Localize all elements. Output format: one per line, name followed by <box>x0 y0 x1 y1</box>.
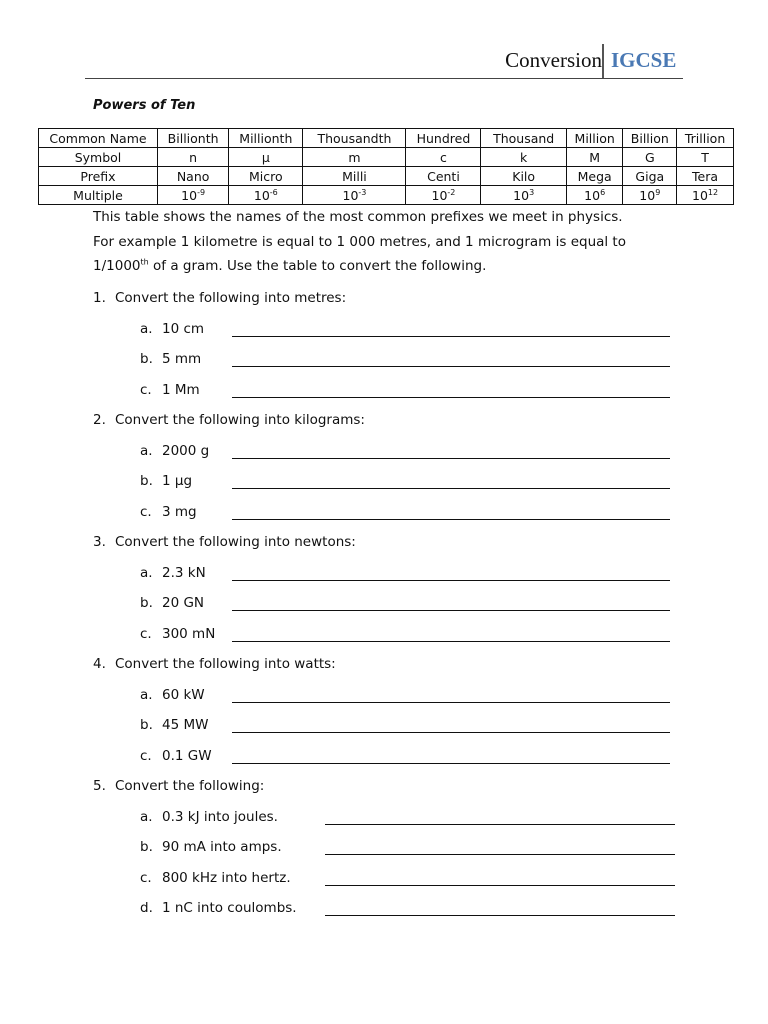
table-row-header: Multiple <box>39 186 158 205</box>
answer-line[interactable] <box>232 580 670 581</box>
table-cell: Hundred <box>406 129 481 148</box>
table-cell: $10^3$ <box>481 186 566 205</box>
table-row <box>39 186 734 205</box>
sub-question-text: 3 mg <box>162 503 197 520</box>
sub-question-text: 1 μg <box>162 473 193 489</box>
table-row <box>39 129 734 148</box>
sub-question-text: 20 GN <box>162 595 205 611</box>
table-cell: Millionth <box>229 129 303 148</box>
sub-question-text: 2000 g <box>162 442 210 459</box>
sub-question-text: 10 cm <box>162 320 205 337</box>
intro-line-3-pre: 1/1000 <box>93 258 141 274</box>
table-cell: c <box>406 148 481 167</box>
table-cell: Nano <box>158 167 229 186</box>
table-cell: Mega <box>566 167 623 186</box>
intro-line-1: This table shows the names of the most common prefixes we meet in physics. <box>93 209 623 225</box>
intro-line-3 <box>93 254 673 279</box>
sub-question <box>140 443 209 463</box>
sub-question-text: 5 mm <box>162 351 202 367</box>
answer-line[interactable] <box>232 336 670 337</box>
sub-question <box>140 900 297 920</box>
question-number: 4. <box>93 656 106 672</box>
question-text: Convert the following into metres: <box>115 290 347 306</box>
answer-line[interactable] <box>232 702 670 703</box>
sub-question <box>140 870 291 890</box>
question-number: 2. <box>93 412 106 428</box>
sub-question-text: 1 Mm <box>162 381 200 398</box>
sub-question-letter: b. <box>140 717 153 733</box>
answer-line[interactable] <box>325 885 675 886</box>
table-cell: T <box>677 148 734 167</box>
sub-question <box>140 321 204 341</box>
sub-question-text: 0.3 kJ into joules. <box>162 808 278 825</box>
sub-question-text: 0.1 GW <box>162 747 212 764</box>
header-rule <box>85 78 683 79</box>
table-cell: m <box>303 148 406 167</box>
sub-question <box>140 473 192 493</box>
answer-line[interactable] <box>232 397 670 398</box>
answer-line[interactable] <box>232 519 670 520</box>
answer-line[interactable] <box>232 732 670 733</box>
intro-line-3-sup: th <box>140 257 149 267</box>
table-cell: Billionth <box>158 129 229 148</box>
intro-line-3-post: of a gram. Use the table to convert the following. <box>148 258 487 274</box>
sub-question-letter: a. <box>140 320 153 337</box>
table-cell: Million <box>566 129 623 148</box>
sub-question <box>140 687 205 707</box>
sub-question-letter: a. <box>140 442 153 459</box>
intro-line-2: For example 1 kilometre is equal to 1 000 metres, and 1 microgram is equal to <box>93 233 626 250</box>
sub-question-letter: d. <box>140 900 153 916</box>
question-text: Convert the following into newtons: <box>115 534 356 550</box>
answer-line[interactable] <box>232 488 670 489</box>
sub-question-text: 300 mN <box>162 625 216 642</box>
table-row <box>39 167 734 186</box>
table-cell: $10^{-6}$ <box>229 186 303 205</box>
table-cell: M <box>566 148 623 167</box>
table-cell: $10^{-9}$ <box>158 186 229 205</box>
answer-line[interactable] <box>232 610 670 611</box>
answer-line[interactable] <box>325 915 675 916</box>
sub-question-text: 800 kHz into hertz. <box>162 869 291 886</box>
table-cell: $10^{12}$ <box>677 186 734 205</box>
sub-question-text: 60 kW <box>162 686 205 703</box>
question-number: 1. <box>93 290 106 306</box>
sub-question-text: 45 MW <box>162 717 209 733</box>
table-cell: μ <box>229 148 303 167</box>
question-number: 3. <box>93 534 106 550</box>
question-heading <box>93 656 336 672</box>
table-cell: k <box>481 148 566 167</box>
header-separator <box>602 44 604 78</box>
answer-line[interactable] <box>232 458 670 459</box>
table-cell: Tera <box>677 167 734 186</box>
sub-question-letter: c. <box>140 747 152 764</box>
table-row-header: Common Name <box>39 129 158 148</box>
question-heading <box>93 778 264 794</box>
table-cell: Kilo <box>481 167 566 186</box>
table-cell: Trillion <box>677 129 734 148</box>
question-text: Convert the following into watts: <box>115 656 336 672</box>
sub-question-letter: c. <box>140 625 152 642</box>
table-cell: Billion <box>623 129 677 148</box>
section-title: Powers of Ten <box>93 98 196 113</box>
table-cell: $10^{-2}$ <box>406 186 481 205</box>
page-header <box>0 40 768 80</box>
table-cell: Giga <box>623 167 677 186</box>
table-row-header: Prefix <box>39 167 158 186</box>
answer-line[interactable] <box>325 854 675 855</box>
sub-question-letter: b. <box>140 473 153 489</box>
table-row <box>39 148 734 167</box>
sub-question-letter: a. <box>140 686 153 703</box>
question-text: Convert the following into kilograms: <box>115 412 365 428</box>
table-cell: G <box>623 148 677 167</box>
sub-question <box>140 748 212 768</box>
table-cell: Milli <box>303 167 406 186</box>
question-heading <box>93 534 356 550</box>
sub-question <box>140 626 215 646</box>
table-cell: $10^{-3}$ <box>303 186 406 205</box>
table-cell: Thousandth <box>303 129 406 148</box>
answer-line[interactable] <box>232 763 670 764</box>
table-cell: Centi <box>406 167 481 186</box>
table-cell: Thousand <box>481 129 566 148</box>
table-row-header: Symbol <box>39 148 158 167</box>
sub-question-letter: c. <box>140 381 152 398</box>
table-cell: $10^6$ <box>566 186 623 205</box>
header-brand: IGCSE <box>611 48 677 72</box>
question-number: 5. <box>93 778 106 794</box>
sub-question-text: 2.3 kN <box>162 564 206 581</box>
sub-question <box>140 809 278 829</box>
answer-line[interactable] <box>232 366 670 367</box>
sub-question-letter: a. <box>140 564 153 581</box>
prefix-table <box>38 128 734 205</box>
table-cell: $10^9$ <box>623 186 677 205</box>
sub-question <box>140 839 282 859</box>
table-cell: n <box>158 148 229 167</box>
question-text: Convert the following: <box>115 778 265 794</box>
sub-question <box>140 565 206 585</box>
sub-question-letter: c. <box>140 869 152 886</box>
sub-question-text: 90 mA into amps. <box>162 839 282 855</box>
sub-question <box>140 351 201 371</box>
sub-question <box>140 595 204 615</box>
header-title: Conversion <box>505 48 602 72</box>
question-heading <box>93 412 365 428</box>
sub-question-letter: b. <box>140 351 153 367</box>
sub-question <box>140 504 197 524</box>
sub-question <box>140 717 208 737</box>
table-cell: Micro <box>229 167 303 186</box>
sub-question-letter: b. <box>140 595 153 611</box>
answer-line[interactable] <box>325 824 675 825</box>
sub-question <box>140 382 200 402</box>
answer-line[interactable] <box>232 641 670 642</box>
sub-question-letter: b. <box>140 839 153 855</box>
intro-text <box>93 205 673 279</box>
sub-question-letter: c. <box>140 503 152 520</box>
question-heading <box>93 290 346 306</box>
sub-question-letter: a. <box>140 808 153 825</box>
sub-question-text: 1 nC into coulombs. <box>162 900 297 916</box>
